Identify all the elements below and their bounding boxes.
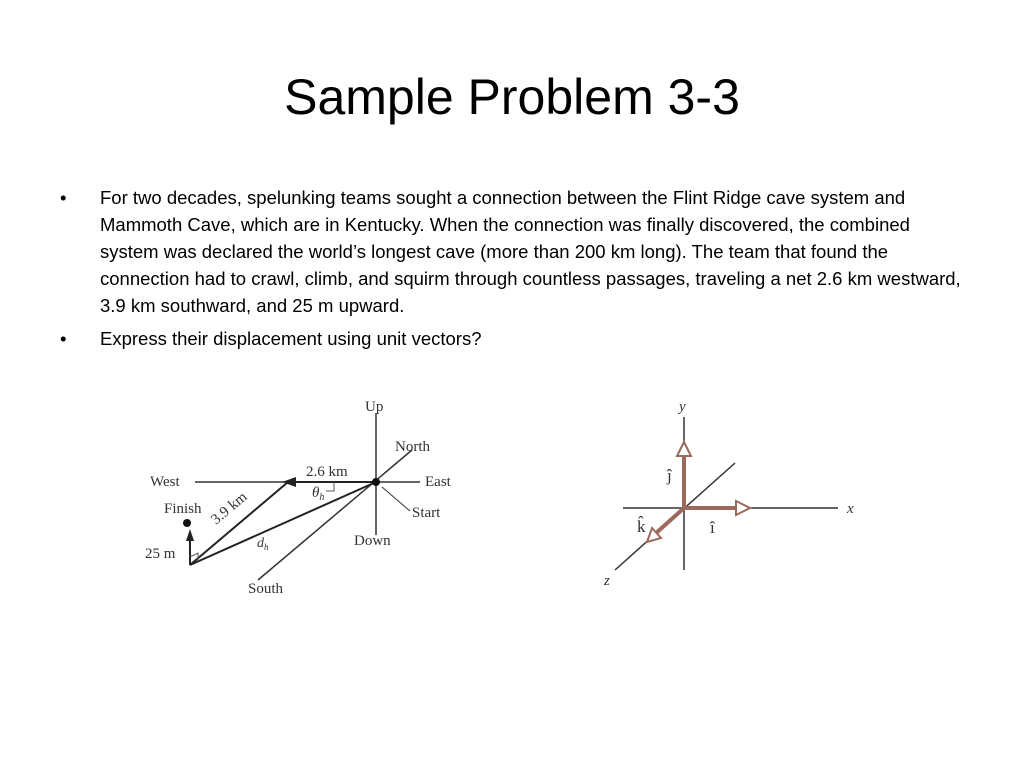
label-north: North — [395, 439, 430, 455]
bullet-text-question: Express their displacement using unit vectors? — [100, 328, 482, 349]
label-angle — [312, 485, 324, 503]
label-k-hat: k̂ — [637, 517, 646, 536]
label-east: East — [425, 474, 451, 490]
label-up-distance: 25 m — [145, 546, 176, 562]
finish-point — [183, 519, 191, 527]
label-south-distance: 3.9 km — [208, 489, 251, 529]
label-south: South — [248, 581, 284, 597]
bullet-item — [60, 325, 970, 352]
label-angle-symbol: θ — [312, 485, 320, 501]
label-z-axis: z — [604, 573, 610, 589]
j-hat-arrowhead — [677, 442, 691, 456]
bullet-text-problem: For two decades, spelunking teams sought a connection between the Flint Ridge cave system and Mammoth Cave, which are in Kentucky. When the connection was finally discovered, the combined system was declared the world’s longest cave (more than 200 km long). The team that found the connection had to crawl, climb, and squirm through countless passages, traveling a net 2.6 km westward, 3.9 km southward, and 25 m upward. — [100, 187, 961, 316]
label-displacement-subscript: h — [264, 542, 269, 552]
right-angle-mark — [326, 482, 334, 491]
label-y-axis: y — [679, 399, 686, 415]
label-up: Up — [365, 399, 384, 415]
label-i-hat: î — [710, 518, 715, 537]
label-down: Down — [354, 533, 391, 549]
displacement-diagram — [140, 395, 470, 605]
bullet-symbol: • — [60, 187, 67, 208]
start-point — [372, 478, 380, 486]
i-hat-arrowhead — [736, 501, 750, 515]
label-x-axis: x — [847, 501, 854, 517]
label-west: West — [150, 474, 180, 490]
label-start: Start — [412, 505, 441, 521]
start-leader — [382, 487, 410, 511]
k-hat-vector — [655, 508, 684, 534]
bullet-item — [60, 184, 970, 319]
label-displacement — [257, 536, 269, 552]
up-vector-arrowhead — [186, 529, 194, 541]
label-finish: Finish — [164, 501, 202, 517]
unit-vector-diagram — [595, 395, 875, 600]
bullet-list — [60, 184, 970, 358]
label-angle-subscript: h — [319, 492, 325, 503]
label-displacement-symbol: d — [257, 536, 264, 551]
label-west-distance: 2.6 km — [306, 464, 348, 480]
slide-title: Sample Problem 3-3 — [284, 69, 740, 125]
bullet-symbol: • — [60, 328, 67, 349]
label-j-hat: ĵ — [667, 466, 672, 485]
